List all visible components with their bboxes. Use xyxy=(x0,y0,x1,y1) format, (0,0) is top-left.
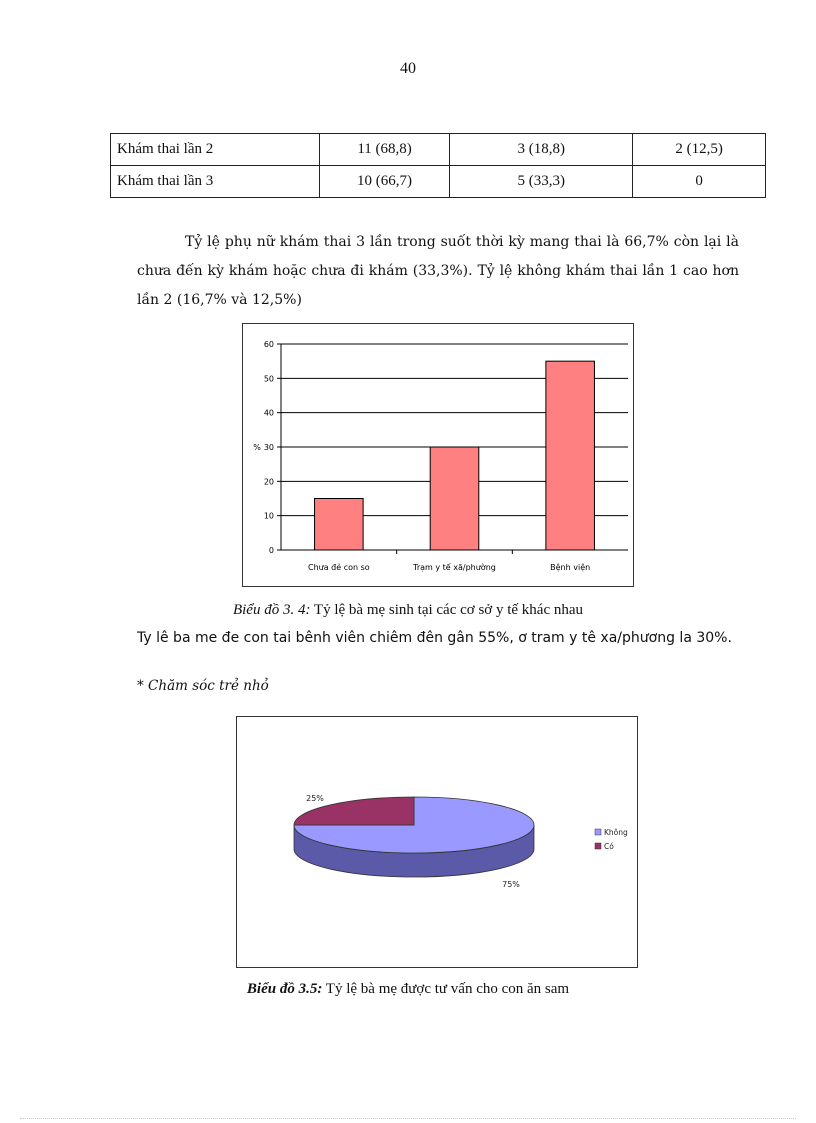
y-axis-label: % xyxy=(253,443,261,452)
bar xyxy=(315,499,364,551)
table-cell: 10 (66,7) xyxy=(319,166,450,198)
caption-text: Tỷ lệ bà mẹ được tư vấn cho con ăn sam xyxy=(322,981,570,997)
table-row xyxy=(111,134,766,166)
legend-label: Không xyxy=(604,828,628,837)
bar-chart-frame xyxy=(242,323,634,587)
caption-chart-3-4 xyxy=(0,602,816,619)
pie-chart-frame xyxy=(236,716,638,968)
paragraph-birth-place-summary: Ty lê ba me đe con tai bênh viên chiêm đên gân 55%, ơ tram y tê xa/phương la 30%. xyxy=(137,630,732,646)
caption-label: Biểu đồ 3. 4: xyxy=(232,602,311,618)
y-tick-label: 40 xyxy=(263,408,274,418)
caption-label: Biểu đồ 3.5: xyxy=(246,981,323,997)
table-cell: 11 (68,8) xyxy=(319,134,450,166)
pie-data-label-co: 25% xyxy=(306,794,324,803)
legend-swatch xyxy=(595,843,601,849)
legend-swatch xyxy=(595,829,601,835)
y-tick-label: 60 xyxy=(263,340,274,349)
page-number: 40 xyxy=(400,60,416,77)
table-cell: 0 xyxy=(633,166,766,198)
x-tick-label: Trạm y tế xã/phường xyxy=(413,563,496,572)
bar xyxy=(546,361,595,550)
paragraph-antenatal-summary: Tỷ lệ phụ nữ khám thai 3 lần trong suốt thời kỳ mang thai là 66,7% còn lại là chưa đến kỳ khám hoặc chưa đi khám (33,3%). Tỷ lệ không khám thai lần 1 cao hơn lần 2 (16,7% và 12,5%) xyxy=(137,234,739,308)
y-tick-label: 50 xyxy=(263,374,274,384)
pie-chart-weaning-advice xyxy=(237,717,637,967)
pie-data-label-khong: 75% xyxy=(502,880,520,889)
caption-chart-3-5 xyxy=(0,981,816,998)
x-tick-label: Bệnh viện xyxy=(550,563,591,572)
table-row xyxy=(111,166,766,198)
legend-label: Có xyxy=(604,842,614,851)
table-cell: 5 (33,3) xyxy=(450,166,633,198)
y-tick-label: 0 xyxy=(268,546,274,555)
y-tick-label: 30 xyxy=(263,443,274,452)
x-tick-label: Chưa đẻ con so xyxy=(307,563,370,572)
bar xyxy=(430,447,479,550)
antenatal-visit-table xyxy=(110,133,766,198)
y-tick-label: 20 xyxy=(263,477,274,487)
table-cell: 3 (18,8) xyxy=(450,134,633,166)
section-bullet-child-care: * Chăm sóc trẻ nhỏ xyxy=(137,678,269,694)
page-bottom-rule xyxy=(20,1118,796,1119)
caption-text: Tỷ lệ bà mẹ sinh tại các cơ sở y tế khác nhau xyxy=(310,602,584,618)
table-cell: Khám thai lần 3 xyxy=(111,166,320,198)
table-cell: 2 (12,5) xyxy=(633,134,766,166)
y-tick-label: 10 xyxy=(263,511,274,521)
bar-chart-birth-place xyxy=(243,324,633,586)
table-cell: Khám thai lần 2 xyxy=(111,134,320,166)
